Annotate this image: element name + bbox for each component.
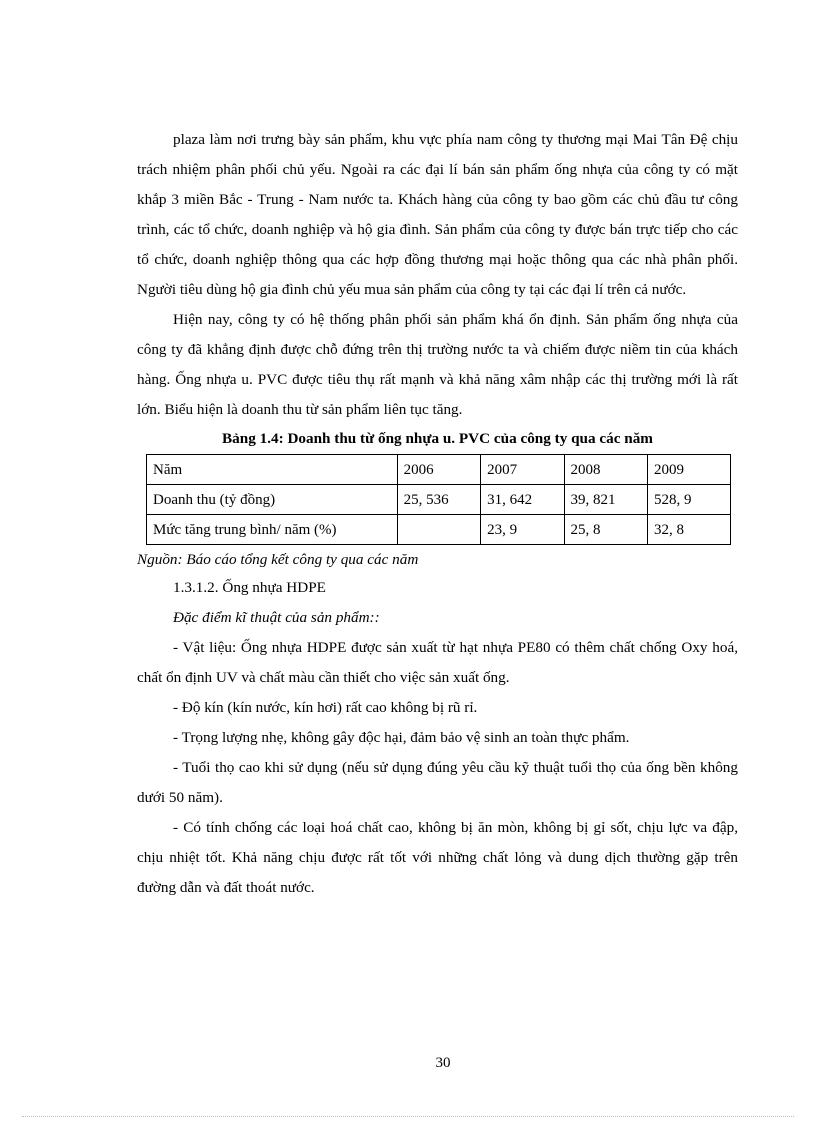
paragraph-distribution: plaza làm nơi trưng bày sản phẩm, khu vực phía nam công ty thương mại Mai Tân Đệ chịu trách nhiệm phân phối chủ yếu. Ngoài ra các đại lí bán sản phẩm ống nhựa của công ty có mặt khắp 3 miền Bắc - Trung - Nam nước ta. Khách hàng của công ty bao gồm các chủ đầu tư công trình, các tổ chức, doanh nghiệp và hộ gia đình. Sản phẩm của công ty được bán trực tiếp cho các tổ chức, doanh nghiệp thông qua các hợp đồng thương mại hoặc thông qua các nhà phân phối. Người tiêu dùng hộ gia đình chủ yếu mua sản phẩm của công ty tại các đại lí trên cả nước.	[137, 131, 738, 298]
table-cell: 25, 536	[397, 485, 480, 515]
revenue-table	[146, 454, 731, 545]
feature-item: - Vật liệu: Ống nhựa HDPE được sản xuất từ hạt nhựa PE80 có thêm chất chống Oxy hoá, chất ổn định UV và chất màu cần thiết cho việc sản xuất ống.	[137, 639, 738, 686]
table-cell: 39, 821	[564, 485, 647, 515]
header-cell-year-label: Năm	[147, 455, 398, 485]
header-cell-2007: 2007	[481, 455, 564, 485]
table-cell: 31, 642	[481, 485, 564, 515]
table-cell	[397, 515, 480, 545]
page-content	[137, 125, 738, 903]
feature-item: - Độ kín (kín nước, kín hơi) rất cao không bị rũ rỉ.	[173, 699, 478, 716]
paragraph-current-status: Hiện nay, công ty có hệ thống phân phối sản phẩm khá ổn định. Sản phẩm ống nhựa của công ty đã khẳng định được chỗ đứng trên thị trường nước ta và chiếm được niềm tin của khách hàng. Ống nhựa u. PVC được tiêu thụ rất mạnh và khả năng xâm nhập các thị trường mới là rất lớn. Biểu hiện là doanh thu từ sản phẩm liên tục tăng.	[137, 311, 738, 418]
header-cell-2008: 2008	[564, 455, 647, 485]
feature-item: - Có tính chống các loại hoá chất cao, không bị ăn mòn, không bị gỉ sốt, chịu lực va đập, chịu nhiệt tốt. Khả năng chịu được rất tốt với những chất lỏng và dung dịch thường gặp trên đường dẫn và đất thoát nước.	[137, 819, 738, 896]
page-bottom-divider	[22, 1116, 794, 1117]
feature-item: - Tuổi thọ cao khi sử dụng (nếu sử dụng đúng yêu cầu kỹ thuật tuổi thọ của ống bền không dưới 50 năm).	[137, 759, 738, 806]
table-source-note: Nguồn: Báo cáo tổng kết công ty qua các năm	[137, 551, 419, 568]
table-cell: 23, 9	[481, 515, 564, 545]
table-row-growth	[147, 515, 731, 545]
features-heading: Đặc điểm kĩ thuật của sản phẩm::	[173, 609, 380, 626]
table-cell: Mức tăng trung bình/ năm (%)	[147, 515, 398, 545]
table-header-row	[147, 455, 731, 485]
section-heading: 1.3.1.2. Ống nhựa HDPE	[173, 579, 326, 596]
header-cell-2009: 2009	[647, 455, 730, 485]
table-cell: Doanh thu (tỷ đồng)	[147, 485, 398, 515]
table-cell: 528, 9	[647, 485, 730, 515]
table-caption: Bảng 1.4: Doanh thu từ ống nhựa u. PVC của công ty qua các năm	[222, 430, 653, 447]
table-cell: 32, 8	[647, 515, 730, 545]
table-row-revenue	[147, 485, 731, 515]
feature-item: - Trọng lượng nhẹ, không gây độc hại, đảm bảo vệ sinh an toàn thực phẩm.	[173, 729, 630, 746]
page-number: 30	[435, 1055, 451, 1071]
table-cell: 25, 8	[564, 515, 647, 545]
header-cell-2006: 2006	[397, 455, 480, 485]
